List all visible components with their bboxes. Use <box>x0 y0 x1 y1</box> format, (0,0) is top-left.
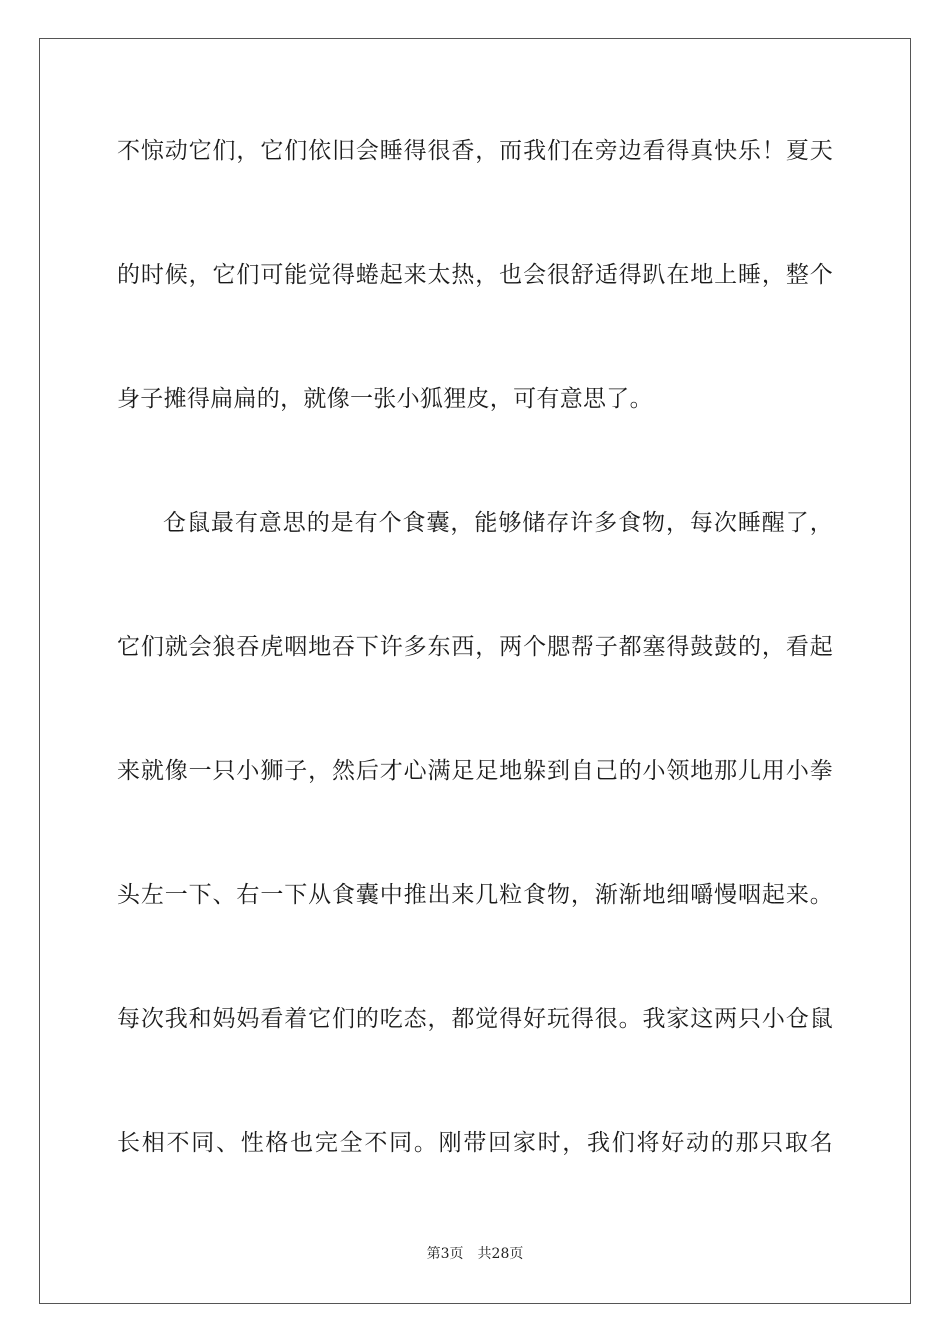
text-line-7: 头左一下、右一下从食囊中推出来几粒食物，渐渐地细嚼慢咽起来。 <box>117 882 833 908</box>
text-line-4: 仓鼠最有意思的是有个食囊，能够储存许多食物，每次睡醒了， <box>163 510 833 536</box>
page-total: 共28页 <box>477 1246 524 1262</box>
text-line-1: 不惊动它们，它们依旧会睡得很香，而我们在旁边看得真快乐！夏天 <box>117 138 833 164</box>
text-line-8: 每次我和妈妈看着它们的吃态，都觉得好玩得很。我家这两只小仓鼠 <box>117 1006 833 1032</box>
text-line-5: 它们就会狼吞虎咽地吞下许多东西，两个腮帮子都塞得鼓鼓的，看起 <box>117 634 833 660</box>
page-footer <box>0 1245 950 1263</box>
text-line-2: 的时候，它们可能觉得蜷起来太热，也会很舒适得趴在地上睡，整个 <box>117 262 833 288</box>
text-line-3: 身子摊得扁扁的，就像一张小狐狸皮，可有意思了。 <box>117 386 653 412</box>
text-line-9: 长相不同、性格也完全不同。刚带回家时，我们将好动的那只取名 <box>117 1130 833 1156</box>
text-line-6: 来就像一只小狮子，然后才心满足足地躲到自己的小领地那儿用小拳 <box>117 758 833 784</box>
page-border <box>39 38 911 1304</box>
page-number: 第3页 <box>426 1246 464 1262</box>
